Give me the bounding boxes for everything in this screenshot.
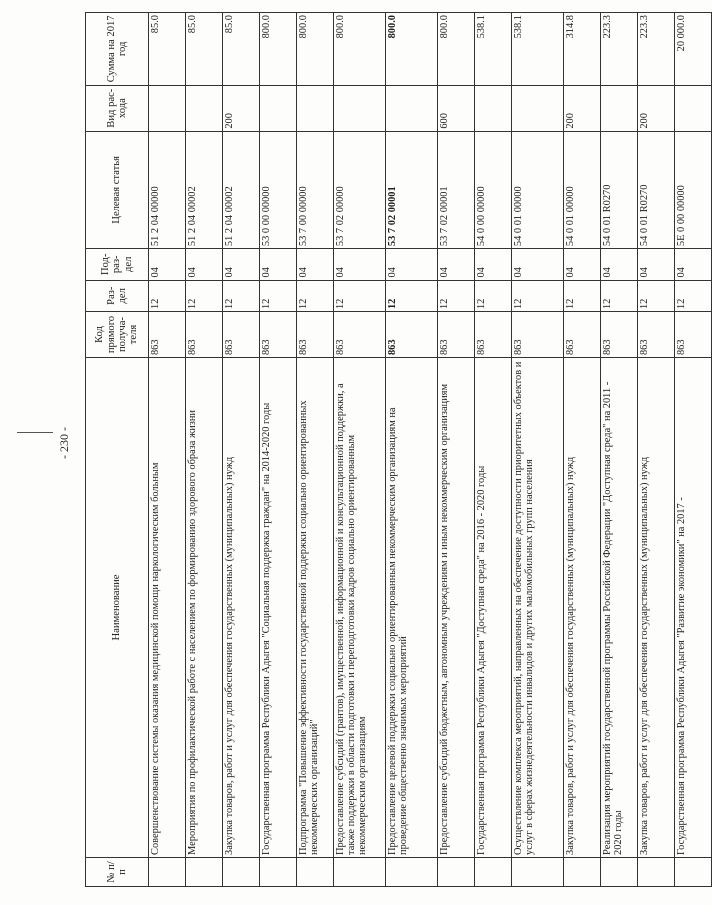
cell-name: Предоставление субсидий бюджетным, автономным учреждениям и иным некоммерческим организациям (438, 358, 475, 858)
cell-code: 863 (438, 312, 475, 358)
cell-type: 200 (223, 85, 260, 131)
cell-num (223, 857, 260, 886)
header-section: Раз- дел (86, 280, 149, 311)
cell-name: Совершенствование системы оказания медицинской помощи наркологическим больным (149, 358, 186, 858)
cell-subsection: 04 (512, 249, 564, 280)
cell-section: 12 (334, 280, 386, 311)
cell-target: 53 7 02 00001 (438, 131, 475, 248)
table-row (260, 13, 297, 887)
cell-name: Предоставление субсидий (грантов), имущественной, информационной и консультационной поддержки, а также поддержки в области подготовки и переподготовки кадров социально ориентированным некоммерческим организациям (334, 358, 386, 858)
cell-type: 200 (564, 85, 601, 131)
cell-sum: 223.3 (638, 13, 675, 86)
cell-sum: 223.3 (601, 13, 638, 86)
cell-target: 54 0 01 R0270 (601, 131, 638, 248)
cell-name: Закупка товаров, работ и услуг для обеспечения государственных (муниципальных) нужд (564, 358, 601, 858)
cell-num (638, 857, 675, 886)
cell-target: 54 0 01 00000 (512, 131, 564, 248)
cell-name: Закупка товаров, работ и услуг для обеспечения государственных (муниципальных) нужд (638, 358, 675, 858)
cell-type (334, 85, 386, 131)
cell-name: Государственная программа Республики Адыгея "Развитие экономики" на 2017 - (675, 358, 712, 858)
cell-num (260, 857, 297, 886)
cell-type: 200 (638, 85, 675, 131)
cell-name: Государственная программа Республики Адыгея "Доступная среда" на 2016 - 2020 годы (475, 358, 512, 858)
cell-target: 5E 0 00 00000 (675, 131, 712, 248)
cell-type (675, 85, 712, 131)
cell-subsection: 04 (675, 249, 712, 280)
cell-num (334, 857, 386, 886)
cell-section: 12 (186, 280, 223, 311)
cell-num (297, 857, 334, 886)
table-row (564, 13, 601, 887)
cell-subsection: 04 (475, 249, 512, 280)
cell-subsection: 04 (297, 249, 334, 280)
cell-subsection: 04 (638, 249, 675, 280)
cell-sum: 800.0 (260, 13, 297, 86)
cell-target: 51 2 04 00000 (149, 131, 186, 248)
table-body (149, 13, 712, 887)
cell-section: 12 (223, 280, 260, 311)
table-row (297, 13, 334, 887)
cell-subsection: 04 (186, 249, 223, 280)
cell-sum: 800.0 (334, 13, 386, 86)
cell-subsection: 04 (260, 249, 297, 280)
cell-subsection: 04 (601, 249, 638, 280)
cell-sum: 85.0 (149, 13, 186, 86)
cell-name: Закупка товаров, работ и услуг для обеспечения государственных (муниципальных) нужд (223, 358, 260, 858)
cell-section: 12 (675, 280, 712, 311)
cell-section: 12 (512, 280, 564, 311)
cell-num (564, 857, 601, 886)
cell-sum: 538.1 (475, 13, 512, 86)
cell-sum: 85.0 (186, 13, 223, 86)
cell-sum: 800.0 (386, 13, 438, 86)
cell-num (149, 857, 186, 886)
cell-name: Мероприятия по профилактической работе с населением по формированию здорового образа жизни (186, 358, 223, 858)
cell-target: 54 0 00 00000 (475, 131, 512, 248)
cell-type: 600 (438, 85, 475, 131)
cell-section: 12 (475, 280, 512, 311)
cell-code: 863 (297, 312, 334, 358)
page-number: - 230 - (57, 427, 71, 459)
cell-type (186, 85, 223, 131)
cell-target: 53 7 00 00000 (297, 131, 334, 248)
cell-type (260, 85, 297, 131)
cell-target: 53 7 02 00000 (334, 131, 386, 248)
table-row (512, 13, 564, 887)
cell-code: 863 (186, 312, 223, 358)
table-row (638, 13, 675, 887)
cell-code: 863 (386, 312, 438, 358)
cell-num (186, 857, 223, 886)
cell-section: 12 (386, 280, 438, 311)
cell-subsection: 04 (386, 249, 438, 280)
cell-subsection: 04 (334, 249, 386, 280)
table-row (386, 13, 438, 887)
cell-section: 12 (438, 280, 475, 311)
margin-mark (17, 432, 53, 433)
cell-name: Предоставление целевой поддержки социально ориентированным некоммерческим организациям на проведение общественно значимых мероприятий (386, 358, 438, 858)
cell-num (512, 857, 564, 886)
cell-code: 863 (334, 312, 386, 358)
header-type: Вид рас- хода (86, 85, 149, 131)
cell-section: 12 (260, 280, 297, 311)
cell-sum: 85.0 (223, 13, 260, 86)
cell-type (297, 85, 334, 131)
cell-target: 51 2 04 00002 (223, 131, 260, 248)
header-code: Код прямого получа- теля (86, 312, 149, 358)
cell-type (601, 85, 638, 131)
cell-type (149, 85, 186, 131)
header-target: Целевая статья (86, 131, 149, 248)
cell-type (512, 85, 564, 131)
header-name: Наименование (86, 358, 149, 858)
cell-section: 12 (601, 280, 638, 311)
cell-sum: 20 000.0 (675, 13, 712, 86)
cell-code: 863 (564, 312, 601, 358)
header-subsection: Под- раз- дел (86, 249, 149, 280)
cell-num (386, 857, 438, 886)
cell-name: Подпрограмма "Повышение эффективности государственной поддержки социально ориентированных некоммерческих организаций" (297, 358, 334, 858)
cell-name: Государственная программа Республики Адыгея "Социальная поддержка граждан" на 2014-2020 годы (260, 358, 297, 858)
cell-subsection: 04 (149, 249, 186, 280)
cell-target: 53 0 00 00000 (260, 131, 297, 248)
cell-name: Реализация мероприятий государственной программы Российской Федерации "Доступная среда" на 2011 - 2020 годы (601, 358, 638, 858)
cell-subsection: 04 (223, 249, 260, 280)
cell-code: 863 (223, 312, 260, 358)
table-row (149, 13, 186, 887)
header-sum: Сумма на 2017 год (86, 13, 149, 86)
cell-num (438, 857, 475, 886)
header-num: № п/п (86, 857, 149, 886)
cell-target: 51 2 04 00002 (186, 131, 223, 248)
table-row (223, 13, 260, 887)
cell-num (675, 857, 712, 886)
cell-code: 863 (638, 312, 675, 358)
table-row (475, 13, 512, 887)
cell-code: 863 (512, 312, 564, 358)
cell-num (601, 857, 638, 886)
cell-sum: 800.0 (297, 13, 334, 86)
table-row (601, 13, 638, 887)
cell-type (475, 85, 512, 131)
cell-code: 863 (601, 312, 638, 358)
cell-target: 53 7 02 00001 (386, 131, 438, 248)
cell-section: 12 (297, 280, 334, 311)
cell-section: 12 (564, 280, 601, 311)
cell-code: 863 (149, 312, 186, 358)
table-header-row (86, 13, 149, 887)
cell-num (475, 857, 512, 886)
cell-sum: 538.1 (512, 13, 564, 86)
cell-sum: 800.0 (438, 13, 475, 86)
table-row (438, 13, 475, 887)
cell-code: 863 (475, 312, 512, 358)
cell-type (386, 85, 438, 131)
cell-target: 54 0 01 00000 (564, 131, 601, 248)
cell-code: 863 (675, 312, 712, 358)
cell-sum: 314.8 (564, 13, 601, 86)
cell-subsection: 04 (564, 249, 601, 280)
cell-section: 12 (149, 280, 186, 311)
cell-code: 863 (260, 312, 297, 358)
cell-section: 12 (638, 280, 675, 311)
table-row (186, 13, 223, 887)
cell-subsection: 04 (438, 249, 475, 280)
cell-name: Осуществление комплекса мероприятий, направленных на обеспечение доступности приоритетных объектов и услуг в сферах жизнедеятельности инвалидов и других маломобильных групп населения (512, 358, 564, 858)
budget-table (85, 12, 712, 887)
table-row (334, 13, 386, 887)
cell-target: 54 0 01 R0270 (638, 131, 675, 248)
document-page (57, 12, 687, 887)
table-row (675, 13, 712, 887)
